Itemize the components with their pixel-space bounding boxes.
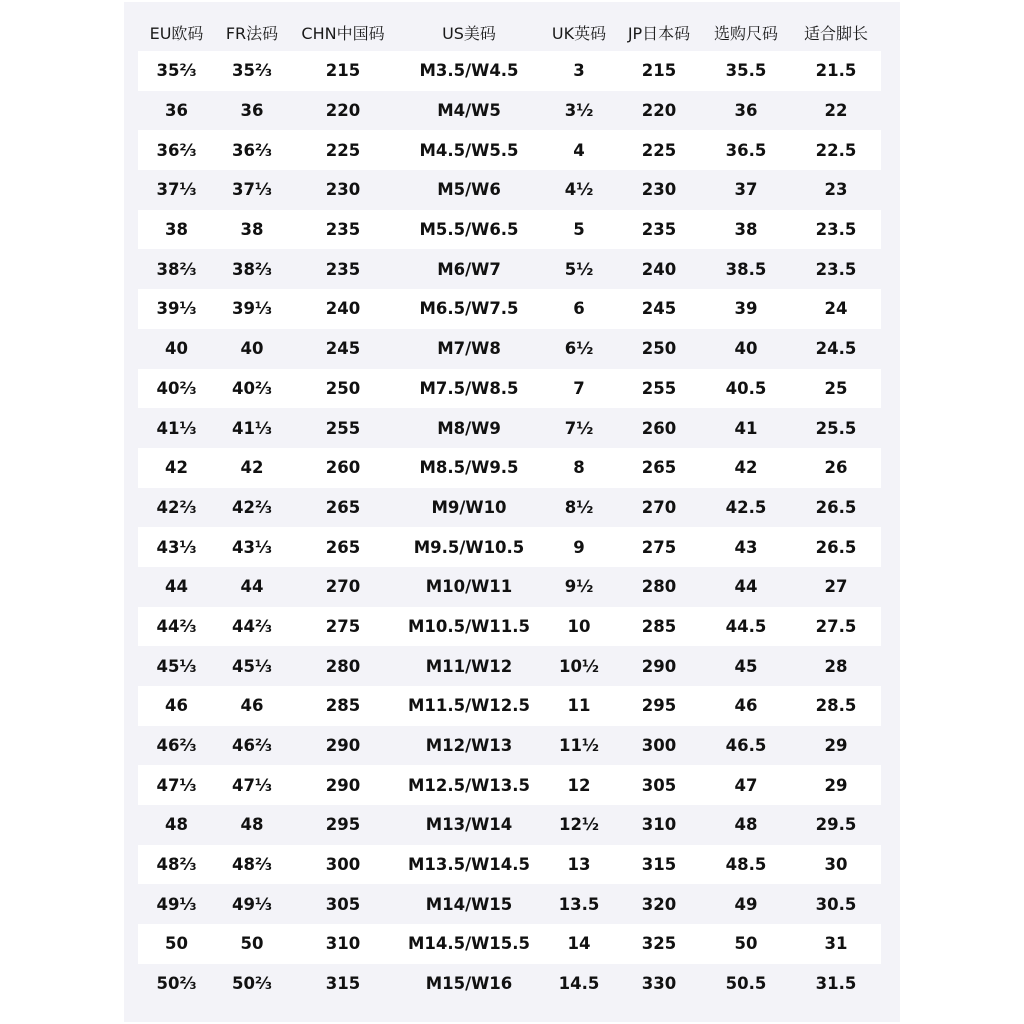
cell-uk: 13.5 [541, 884, 617, 924]
cell-chn: 305 [289, 884, 397, 924]
cell-eu: 44 [138, 567, 215, 607]
cell-uk: 5 [541, 210, 617, 250]
table-body [138, 51, 881, 1004]
cell-fr: 42⅔ [215, 488, 289, 528]
cell-recommended-size: 46.5 [701, 726, 791, 766]
table-row [138, 289, 881, 329]
cell-us: M8.5/W9.5 [397, 448, 541, 488]
cell-fr: 36⅔ [215, 130, 289, 170]
cell-uk: 14 [541, 924, 617, 964]
cell-eu: 47⅓ [138, 765, 215, 805]
cell-fr: 50 [215, 924, 289, 964]
cell-eu: 36 [138, 91, 215, 131]
cell-us: M14/W15 [397, 884, 541, 924]
cell-chn: 295 [289, 805, 397, 845]
cell-us: M9/W10 [397, 488, 541, 528]
cell-recommended-size: 42.5 [701, 488, 791, 528]
table-row [138, 369, 881, 409]
cell-uk: 4½ [541, 170, 617, 210]
cell-recommended-size: 40.5 [701, 369, 791, 409]
table-row [138, 130, 881, 170]
cell-foot-length: 26 [791, 448, 881, 488]
cell-fr: 45⅓ [215, 646, 289, 686]
cell-recommended-size: 38.5 [701, 249, 791, 289]
cell-uk: 13 [541, 845, 617, 885]
column-header-jp: JP日本码 [627, 23, 691, 43]
cell-fr: 46 [215, 686, 289, 726]
cell-uk: 11 [541, 686, 617, 726]
cell-chn: 230 [289, 170, 397, 210]
cell-us: M13.5/W14.5 [397, 845, 541, 885]
shoe-size-table [138, 13, 881, 1004]
cell-foot-length: 25 [791, 369, 881, 409]
cell-fr: 36 [215, 91, 289, 131]
cell-recommended-size: 48.5 [701, 845, 791, 885]
cell-eu: 46 [138, 686, 215, 726]
cell-foot-length: 23.5 [791, 210, 881, 250]
cell-chn: 285 [289, 686, 397, 726]
cell-jp: 220 [617, 91, 701, 131]
cell-us: M10.5/W11.5 [397, 607, 541, 647]
cell-uk: 10½ [541, 646, 617, 686]
cell-us: M11.5/W12.5 [397, 686, 541, 726]
cell-eu: 37⅓ [138, 170, 215, 210]
size-chart-panel [124, 2, 900, 1022]
cell-fr: 44 [215, 567, 289, 607]
cell-fr: 39⅓ [215, 289, 289, 329]
cell-recommended-size: 37 [701, 170, 791, 210]
cell-eu: 41⅓ [138, 408, 215, 448]
cell-chn: 290 [289, 726, 397, 766]
cell-eu: 43⅓ [138, 527, 215, 567]
cell-chn: 310 [289, 924, 397, 964]
cell-eu: 48 [138, 805, 215, 845]
cell-jp: 245 [617, 289, 701, 329]
cell-us: M10/W11 [397, 567, 541, 607]
cell-us: M7.5/W8.5 [397, 369, 541, 409]
cell-us: M7/W8 [397, 329, 541, 369]
cell-us: M3.5/W4.5 [397, 51, 541, 91]
table-row [138, 686, 881, 726]
cell-us: M5.5/W6.5 [397, 210, 541, 250]
cell-chn: 215 [289, 51, 397, 91]
cell-us: M12/W13 [397, 726, 541, 766]
cell-eu: 44⅔ [138, 607, 215, 647]
cell-uk: 4 [541, 130, 617, 170]
cell-foot-length: 25.5 [791, 408, 881, 448]
cell-foot-length: 28 [791, 646, 881, 686]
cell-foot-length: 26.5 [791, 527, 881, 567]
cell-fr: 40⅔ [215, 369, 289, 409]
cell-jp: 325 [617, 924, 701, 964]
table-row [138, 765, 881, 805]
cell-eu: 42 [138, 448, 215, 488]
cell-jp: 275 [617, 527, 701, 567]
cell-chn: 255 [289, 408, 397, 448]
cell-fr: 46⅔ [215, 726, 289, 766]
cell-eu: 46⅔ [138, 726, 215, 766]
cell-chn: 280 [289, 646, 397, 686]
cell-jp: 235 [617, 210, 701, 250]
table-row [138, 448, 881, 488]
column-header-fr: FR法码 [225, 23, 279, 43]
table-row [138, 408, 881, 448]
table-row [138, 527, 881, 567]
cell-foot-length: 31.5 [791, 964, 881, 1004]
cell-foot-length: 23.5 [791, 249, 881, 289]
cell-us: M9.5/W10.5 [397, 527, 541, 567]
cell-chn: 265 [289, 527, 397, 567]
cell-jp: 240 [617, 249, 701, 289]
cell-us: M8/W9 [397, 408, 541, 448]
header-row [138, 13, 881, 51]
cell-uk: 7 [541, 369, 617, 409]
cell-fr: 38 [215, 210, 289, 250]
cell-jp: 280 [617, 567, 701, 607]
cell-jp: 225 [617, 130, 701, 170]
cell-chn: 270 [289, 567, 397, 607]
cell-recommended-size: 38 [701, 210, 791, 250]
cell-fr: 49⅓ [215, 884, 289, 924]
cell-recommended-size: 45 [701, 646, 791, 686]
cell-uk: 8½ [541, 488, 617, 528]
cell-jp: 265 [617, 448, 701, 488]
cell-fr: 48⅔ [215, 845, 289, 885]
cell-foot-length: 21.5 [791, 51, 881, 91]
column-header-eu: EU欧码 [149, 23, 204, 43]
cell-recommended-size: 47 [701, 765, 791, 805]
cell-eu: 35⅔ [138, 51, 215, 91]
column-header-us: US美码 [442, 23, 496, 43]
cell-uk: 14.5 [541, 964, 617, 1004]
table-row [138, 805, 881, 845]
cell-fr: 42 [215, 448, 289, 488]
cell-chn: 235 [289, 249, 397, 289]
cell-us: M14.5/W15.5 [397, 924, 541, 964]
cell-uk: 3 [541, 51, 617, 91]
cell-fr: 37⅓ [215, 170, 289, 210]
cell-uk: 7½ [541, 408, 617, 448]
cell-recommended-size: 36.5 [701, 130, 791, 170]
cell-recommended-size: 43 [701, 527, 791, 567]
cell-recommended-size: 40 [701, 329, 791, 369]
cell-uk: 8 [541, 448, 617, 488]
cell-us: M6/W7 [397, 249, 541, 289]
cell-recommended-size: 36 [701, 91, 791, 131]
cell-chn: 315 [289, 964, 397, 1004]
cell-us: M15/W16 [397, 964, 541, 1004]
cell-recommended-size: 46 [701, 686, 791, 726]
cell-recommended-size: 42 [701, 448, 791, 488]
column-header-recommended-size: 选购尺码 [713, 23, 778, 43]
cell-foot-length: 27.5 [791, 607, 881, 647]
cell-foot-length: 30.5 [791, 884, 881, 924]
cell-recommended-size: 41 [701, 408, 791, 448]
cell-jp: 290 [617, 646, 701, 686]
cell-recommended-size: 48 [701, 805, 791, 845]
cell-chn: 225 [289, 130, 397, 170]
cell-us: M5/W6 [397, 170, 541, 210]
cell-us: M4/W5 [397, 91, 541, 131]
cell-fr: 38⅔ [215, 249, 289, 289]
cell-fr: 48 [215, 805, 289, 845]
cell-foot-length: 31 [791, 924, 881, 964]
cell-chn: 240 [289, 289, 397, 329]
cell-eu: 49⅓ [138, 884, 215, 924]
cell-fr: 35⅔ [215, 51, 289, 91]
cell-eu: 40⅔ [138, 369, 215, 409]
cell-uk: 6 [541, 289, 617, 329]
cell-fr: 41⅓ [215, 408, 289, 448]
cell-uk: 3½ [541, 91, 617, 131]
cell-us: M13/W14 [397, 805, 541, 845]
cell-uk: 12 [541, 765, 617, 805]
cell-chn: 250 [289, 369, 397, 409]
cell-uk: 11½ [541, 726, 617, 766]
cell-chn: 265 [289, 488, 397, 528]
cell-jp: 315 [617, 845, 701, 885]
cell-foot-length: 27 [791, 567, 881, 607]
table-row [138, 964, 881, 1004]
cell-uk: 5½ [541, 249, 617, 289]
cell-fr: 40 [215, 329, 289, 369]
cell-foot-length: 28.5 [791, 686, 881, 726]
cell-uk: 10 [541, 607, 617, 647]
cell-fr: 47⅓ [215, 765, 289, 805]
cell-eu: 38⅔ [138, 249, 215, 289]
cell-jp: 295 [617, 686, 701, 726]
cell-chn: 260 [289, 448, 397, 488]
table-row [138, 91, 881, 131]
cell-eu: 40 [138, 329, 215, 369]
cell-foot-length: 24 [791, 289, 881, 329]
table-row [138, 845, 881, 885]
cell-fr: 50⅔ [215, 964, 289, 1004]
table-row [138, 567, 881, 607]
table-row [138, 488, 881, 528]
cell-foot-length: 22.5 [791, 130, 881, 170]
cell-eu: 50⅔ [138, 964, 215, 1004]
cell-uk: 9 [541, 527, 617, 567]
cell-foot-length: 24.5 [791, 329, 881, 369]
cell-eu: 39⅓ [138, 289, 215, 329]
cell-uk: 9½ [541, 567, 617, 607]
cell-foot-length: 26.5 [791, 488, 881, 528]
table-row [138, 924, 881, 964]
cell-foot-length: 30 [791, 845, 881, 885]
cell-recommended-size: 50 [701, 924, 791, 964]
cell-foot-length: 23 [791, 170, 881, 210]
cell-jp: 270 [617, 488, 701, 528]
column-header-chn: CHN中国码 [301, 23, 385, 43]
cell-jp: 255 [617, 369, 701, 409]
cell-foot-length: 29.5 [791, 805, 881, 845]
cell-chn: 290 [289, 765, 397, 805]
cell-jp: 305 [617, 765, 701, 805]
cell-us: M4.5/W5.5 [397, 130, 541, 170]
cell-recommended-size: 49 [701, 884, 791, 924]
cell-eu: 50 [138, 924, 215, 964]
cell-eu: 42⅔ [138, 488, 215, 528]
cell-chn: 245 [289, 329, 397, 369]
cell-recommended-size: 44.5 [701, 607, 791, 647]
table-row [138, 210, 881, 250]
cell-recommended-size: 35.5 [701, 51, 791, 91]
table-row [138, 884, 881, 924]
cell-fr: 43⅓ [215, 527, 289, 567]
cell-eu: 38 [138, 210, 215, 250]
table-row [138, 249, 881, 289]
cell-foot-length: 29 [791, 765, 881, 805]
cell-jp: 230 [617, 170, 701, 210]
cell-foot-length: 29 [791, 726, 881, 766]
cell-uk: 12½ [541, 805, 617, 845]
cell-jp: 260 [617, 408, 701, 448]
table-row [138, 329, 881, 369]
cell-jp: 250 [617, 329, 701, 369]
table-row [138, 607, 881, 647]
cell-us: M11/W12 [397, 646, 541, 686]
cell-jp: 320 [617, 884, 701, 924]
cell-jp: 215 [617, 51, 701, 91]
cell-fr: 44⅔ [215, 607, 289, 647]
table-row [138, 51, 881, 91]
table-row [138, 170, 881, 210]
cell-us: M6.5/W7.5 [397, 289, 541, 329]
cell-chn: 300 [289, 845, 397, 885]
cell-recommended-size: 50.5 [701, 964, 791, 1004]
cell-recommended-size: 44 [701, 567, 791, 607]
cell-eu: 48⅔ [138, 845, 215, 885]
cell-chn: 275 [289, 607, 397, 647]
cell-chn: 220 [289, 91, 397, 131]
cell-foot-length: 22 [791, 91, 881, 131]
table-header [138, 13, 881, 51]
cell-chn: 235 [289, 210, 397, 250]
cell-jp: 310 [617, 805, 701, 845]
table-row [138, 726, 881, 766]
column-header-uk: UK英码 [551, 23, 607, 43]
cell-jp: 285 [617, 607, 701, 647]
cell-recommended-size: 39 [701, 289, 791, 329]
cell-eu: 36⅔ [138, 130, 215, 170]
cell-uk: 6½ [541, 329, 617, 369]
table-row [138, 646, 881, 686]
cell-us: M12.5/W13.5 [397, 765, 541, 805]
cell-jp: 330 [617, 964, 701, 1004]
column-header-foot-length: 适合脚长 [803, 23, 868, 43]
cell-eu: 45⅓ [138, 646, 215, 686]
cell-jp: 300 [617, 726, 701, 766]
